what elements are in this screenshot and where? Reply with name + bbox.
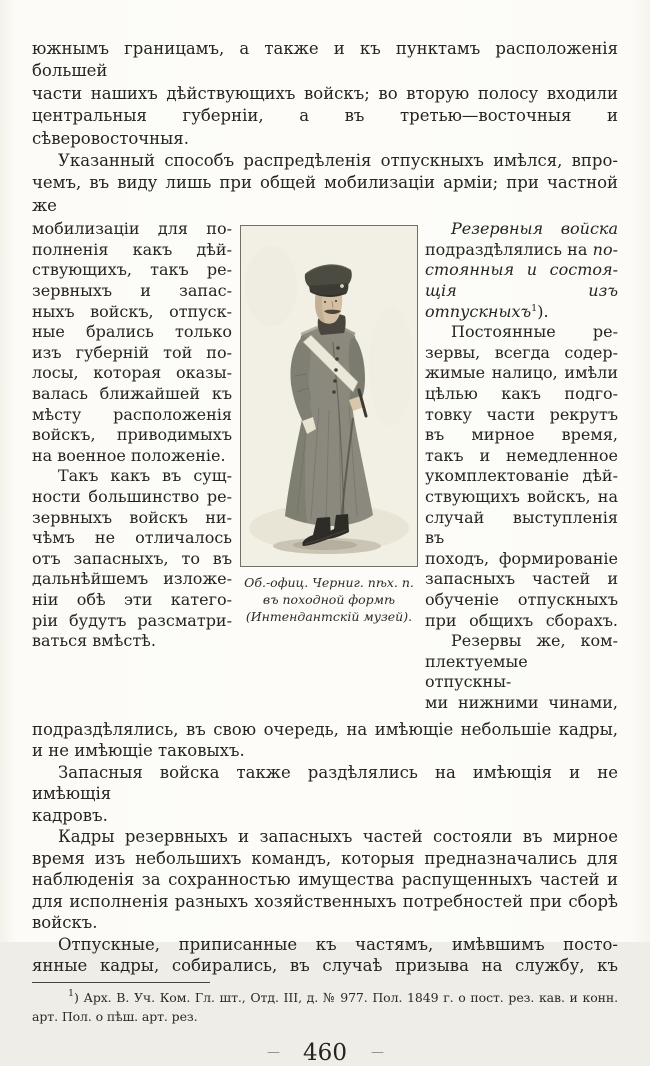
text-line: валась ближайшей къ — [32, 384, 232, 403]
page-number-dash-right: — — [370, 1045, 383, 1060]
text-line: Указанный способъ распредѣленія отпускныхъ имѣлся, впро- — [58, 151, 618, 171]
text-line: южнымъ границамъ, а также и къ пунктамъ расположенія большей — [32, 39, 618, 81]
page-number — [32, 1040, 618, 1066]
text-line: дальнѣйшемъ изложе- — [32, 569, 232, 589]
text-line: случай выступленія въ — [425, 507, 618, 548]
text-line: чемъ, въ виду лишь при общей мобилизаціи арміи; при частной же — [32, 173, 618, 215]
text-line: зервныхъ войскъ ни- — [32, 507, 232, 527]
text-line: чѣмъ не отличалось — [32, 528, 232, 548]
text-line: въ походной формѣ — [262, 592, 396, 608]
text-line: на военное положеніе. — [32, 445, 226, 465]
text-line: ныхъ войскъ, отпуск- — [32, 301, 232, 321]
text-line: части нашихъ дѣйствующихъ войскъ; во вторую полосу входили — [32, 83, 618, 103]
illustration-caption — [240, 574, 418, 625]
text-line: запасныхъ частей и — [425, 569, 618, 589]
footnote — [32, 988, 618, 1026]
top-paragraphs — [32, 38, 618, 217]
text-line: ности большинство ре- — [32, 486, 232, 506]
right-text-column — [425, 219, 618, 713]
text-line: цѣлью какъ подго- — [425, 384, 618, 403]
illustration-frame — [240, 225, 418, 567]
text-line: ніи обѣ эти катего- — [32, 589, 232, 609]
page-number-value: 460 — [303, 1039, 347, 1066]
text-line: товку части рекрутъ — [425, 404, 618, 424]
text-line: (Интендантскій музей). — [245, 609, 413, 625]
text-line: подраздѣлялись, въ свою очередь, на имѣющіе небольшіе кадры, — [32, 719, 618, 739]
text-line: наблюденія за сохранностью имущества распущенныхъ частей и — [32, 870, 618, 889]
text-line: стоянныя и состоя- — [425, 260, 618, 280]
text-line: ствующихъ войскъ, на — [425, 486, 618, 506]
text-line: Такъ какъ въ сущ- — [58, 466, 232, 486]
text-line: походъ, формированіе — [425, 548, 618, 568]
text-line: ми нижними чинами, — [425, 692, 618, 712]
text-line: войскъ, приводимыхъ — [32, 425, 232, 445]
text-line: для исполненія разныхъ хозяйственныхъ потребностей при сборѣ — [32, 891, 618, 911]
text-line: ріи будутъ разсматри- — [32, 610, 232, 630]
text-line: войскъ. — [32, 913, 98, 932]
text-line: подраздѣлялись на по- — [425, 239, 618, 259]
text-line: изъ губерній той по- — [32, 342, 232, 362]
text-line: кадровъ. — [32, 805, 108, 825]
text-line: $^1$) Арх. В. Уч. Ком. Гл. шт., Отд. III, д. № 977. Пол. 1849 г. о пост. рез. кав. и конн. — [68, 987, 618, 1005]
page-number-dash-left: — — [267, 1045, 280, 1060]
text-line: ваться вмѣстѣ. — [32, 631, 156, 651]
bottom-paragraphs — [32, 719, 618, 977]
text-line: Об.-офиц. Черниг. пѣх. п. — [244, 575, 414, 591]
text-line: ные брались только — [32, 322, 232, 342]
left-text-column — [32, 219, 232, 713]
text-line: жимые налицо, имѣли — [425, 363, 618, 383]
text-line: мѣсту расположенія — [32, 404, 232, 424]
text-line: центральныя губерніи, а въ третью—восточныя и сѣверовосточныя. — [32, 106, 618, 148]
text-line: зервы, всегда содер- — [425, 342, 618, 362]
footnote-separator — [32, 982, 210, 983]
text-line: зервныхъ и запас- — [32, 281, 232, 301]
text-line: укомплектованіе дѣй- — [425, 466, 618, 486]
text-line: плектуемые отпускны- — [425, 651, 528, 692]
text-line: щія изъ отпускныхъ$^1$). — [425, 281, 618, 321]
text-line: ствующихъ, такъ ре- — [32, 260, 232, 280]
text-line: Кадры резервныхъ и запасныхъ частей состояли въ мирное — [58, 827, 618, 846]
text-line: отъ запасныхъ, то въ — [32, 548, 232, 568]
text-line: такъ и немедленное — [425, 445, 618, 465]
text-line: при общихъ сборахъ. — [425, 610, 618, 630]
text-line: время изъ небольшихъ командъ, которыя предназначались для — [32, 848, 618, 868]
text-line: янные кадры, собирались, въ случаѣ призыва на службу, къ — [32, 956, 618, 975]
text-line: Отпускные, приписанные къ частямъ, имѣвшимъ посто- — [58, 934, 618, 954]
text-line: Постоянные ре- — [451, 322, 618, 342]
two-column-section — [32, 219, 618, 713]
text-line: Резервныя войска — [451, 219, 618, 239]
illustration-column — [240, 219, 418, 713]
text-line: Резервы же, ком- — [451, 631, 618, 651]
text-line: въ мирное время, — [425, 425, 618, 445]
text-line: арт. Пол. о пѣш. арт. рез. — [32, 1008, 198, 1024]
officer-portrait-illustration — [241, 226, 417, 566]
text-line: лосы, которая оказы- — [32, 363, 232, 383]
text-line: мобилизаціи для по- — [32, 219, 232, 239]
text-line: и не имѣющіе таковыхъ. — [32, 741, 245, 760]
text-line: Запасныя войска также раздѣлялись на имѣющія и не имѣющія — [32, 762, 618, 803]
text-line: обученіе отпускныхъ — [425, 589, 618, 609]
text-line: полненія какъ дѣй- — [32, 239, 232, 259]
